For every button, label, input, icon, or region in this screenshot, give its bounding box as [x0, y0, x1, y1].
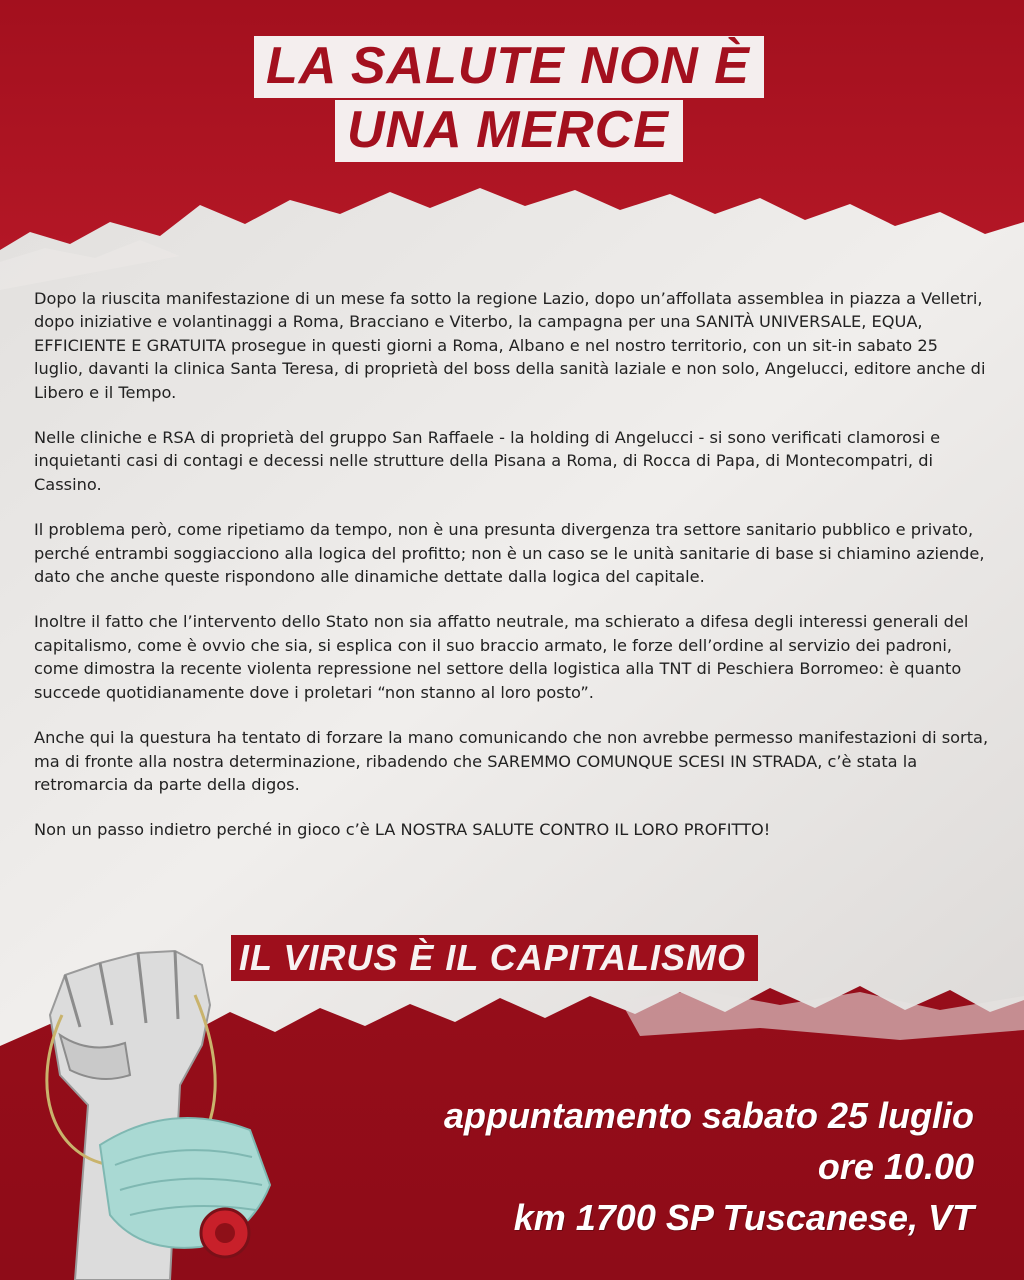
event-info: [444, 1090, 974, 1243]
event-time: ore 10.00: [817, 1146, 974, 1187]
paragraph-4: Inoltre il fatto che l’intervento dello Stato non sia affatto neutrale, ma schierato a difesa degli interessi generali del capitalismo, come è ovvio che sia, si esplica con il suo braccio armato, le forze dell’ordine al servizio dei padroni, come dimostra la recente violenta repressione nel settore della logistica alla TNT di Peschiera Borromeo: è quanto succede quotidianamente dove i proletari “non stanno al loro posto”.: [34, 612, 969, 702]
event-location: km 1700 SP Tuscanese, VT: [513, 1197, 974, 1238]
paragraph-3: Il problema però, come ripetiamo da tempo, non è una presunta divergenza tra settore sanitario pubblico e privato, perché entrambi soggiacciono alla logica del profitto; non è un caso se le unità sanitarie di base si chiamino aziende, dato che anche queste rispondono alle dinamiche dettate dalla logica del capitale.: [34, 520, 985, 587]
event-date: appuntamento sabato 25 luglio: [443, 1095, 974, 1136]
raised-fist-with-mask-icon: [20, 935, 280, 1280]
title-line-1: LA SALUTE NON È: [254, 36, 764, 98]
article-body: [34, 287, 990, 864]
title-line-2: UNA MERCE: [335, 100, 683, 162]
paragraph-6: Non un passo indietro perché in gioco c’è LA NOSTRA SALUTE CONTRO IL LORO PROFITTO!: [34, 820, 771, 840]
paragraph-1: Dopo la riuscita manifestazione di un mese fa sotto la regione Lazio, dopo un’affollata assemblea in piazza a Velletri, dopo iniziative e volantinaggi a Roma, Bracciano e Viterbo, la campagna per una SANITÀ UNIVERSALE, EQUA, EFFICIENTE E GRATUITA prosegue in questi giorni a Roma, Albano e nel nostro territorio, con un sit-in sabato 25 luglio, davanti la clinica Santa Teresa, di proprietà del boss della sanità laziale e non solo, Angelucci, editore anche di Libero e il Tempo.: [34, 289, 986, 402]
paragraph-2: Nelle cliniche e RSA di proprietà del gruppo San Raffaele - la holding di Angelucci - si sono verificati clamorosi e inquietanti casi di contagi e decessi nelle strutture della Pisana a Roma, di Rocca di Papa, di Montecompatri, di Cassino.: [34, 428, 941, 494]
paragraph-5: Anche qui la questura ha tentato di forzare la mano comunicando che non avrebbe permesso manifestazioni di sorta, ma di fronte alla nostra determinazione, ribadendo che SAREMMO COMUNQUE SCESI IN STRADA, c’è stata la retromarcia da parte della digos.: [34, 728, 989, 794]
slogan-banner: IL VIRUS È IL CAPITALISMO: [231, 935, 758, 981]
